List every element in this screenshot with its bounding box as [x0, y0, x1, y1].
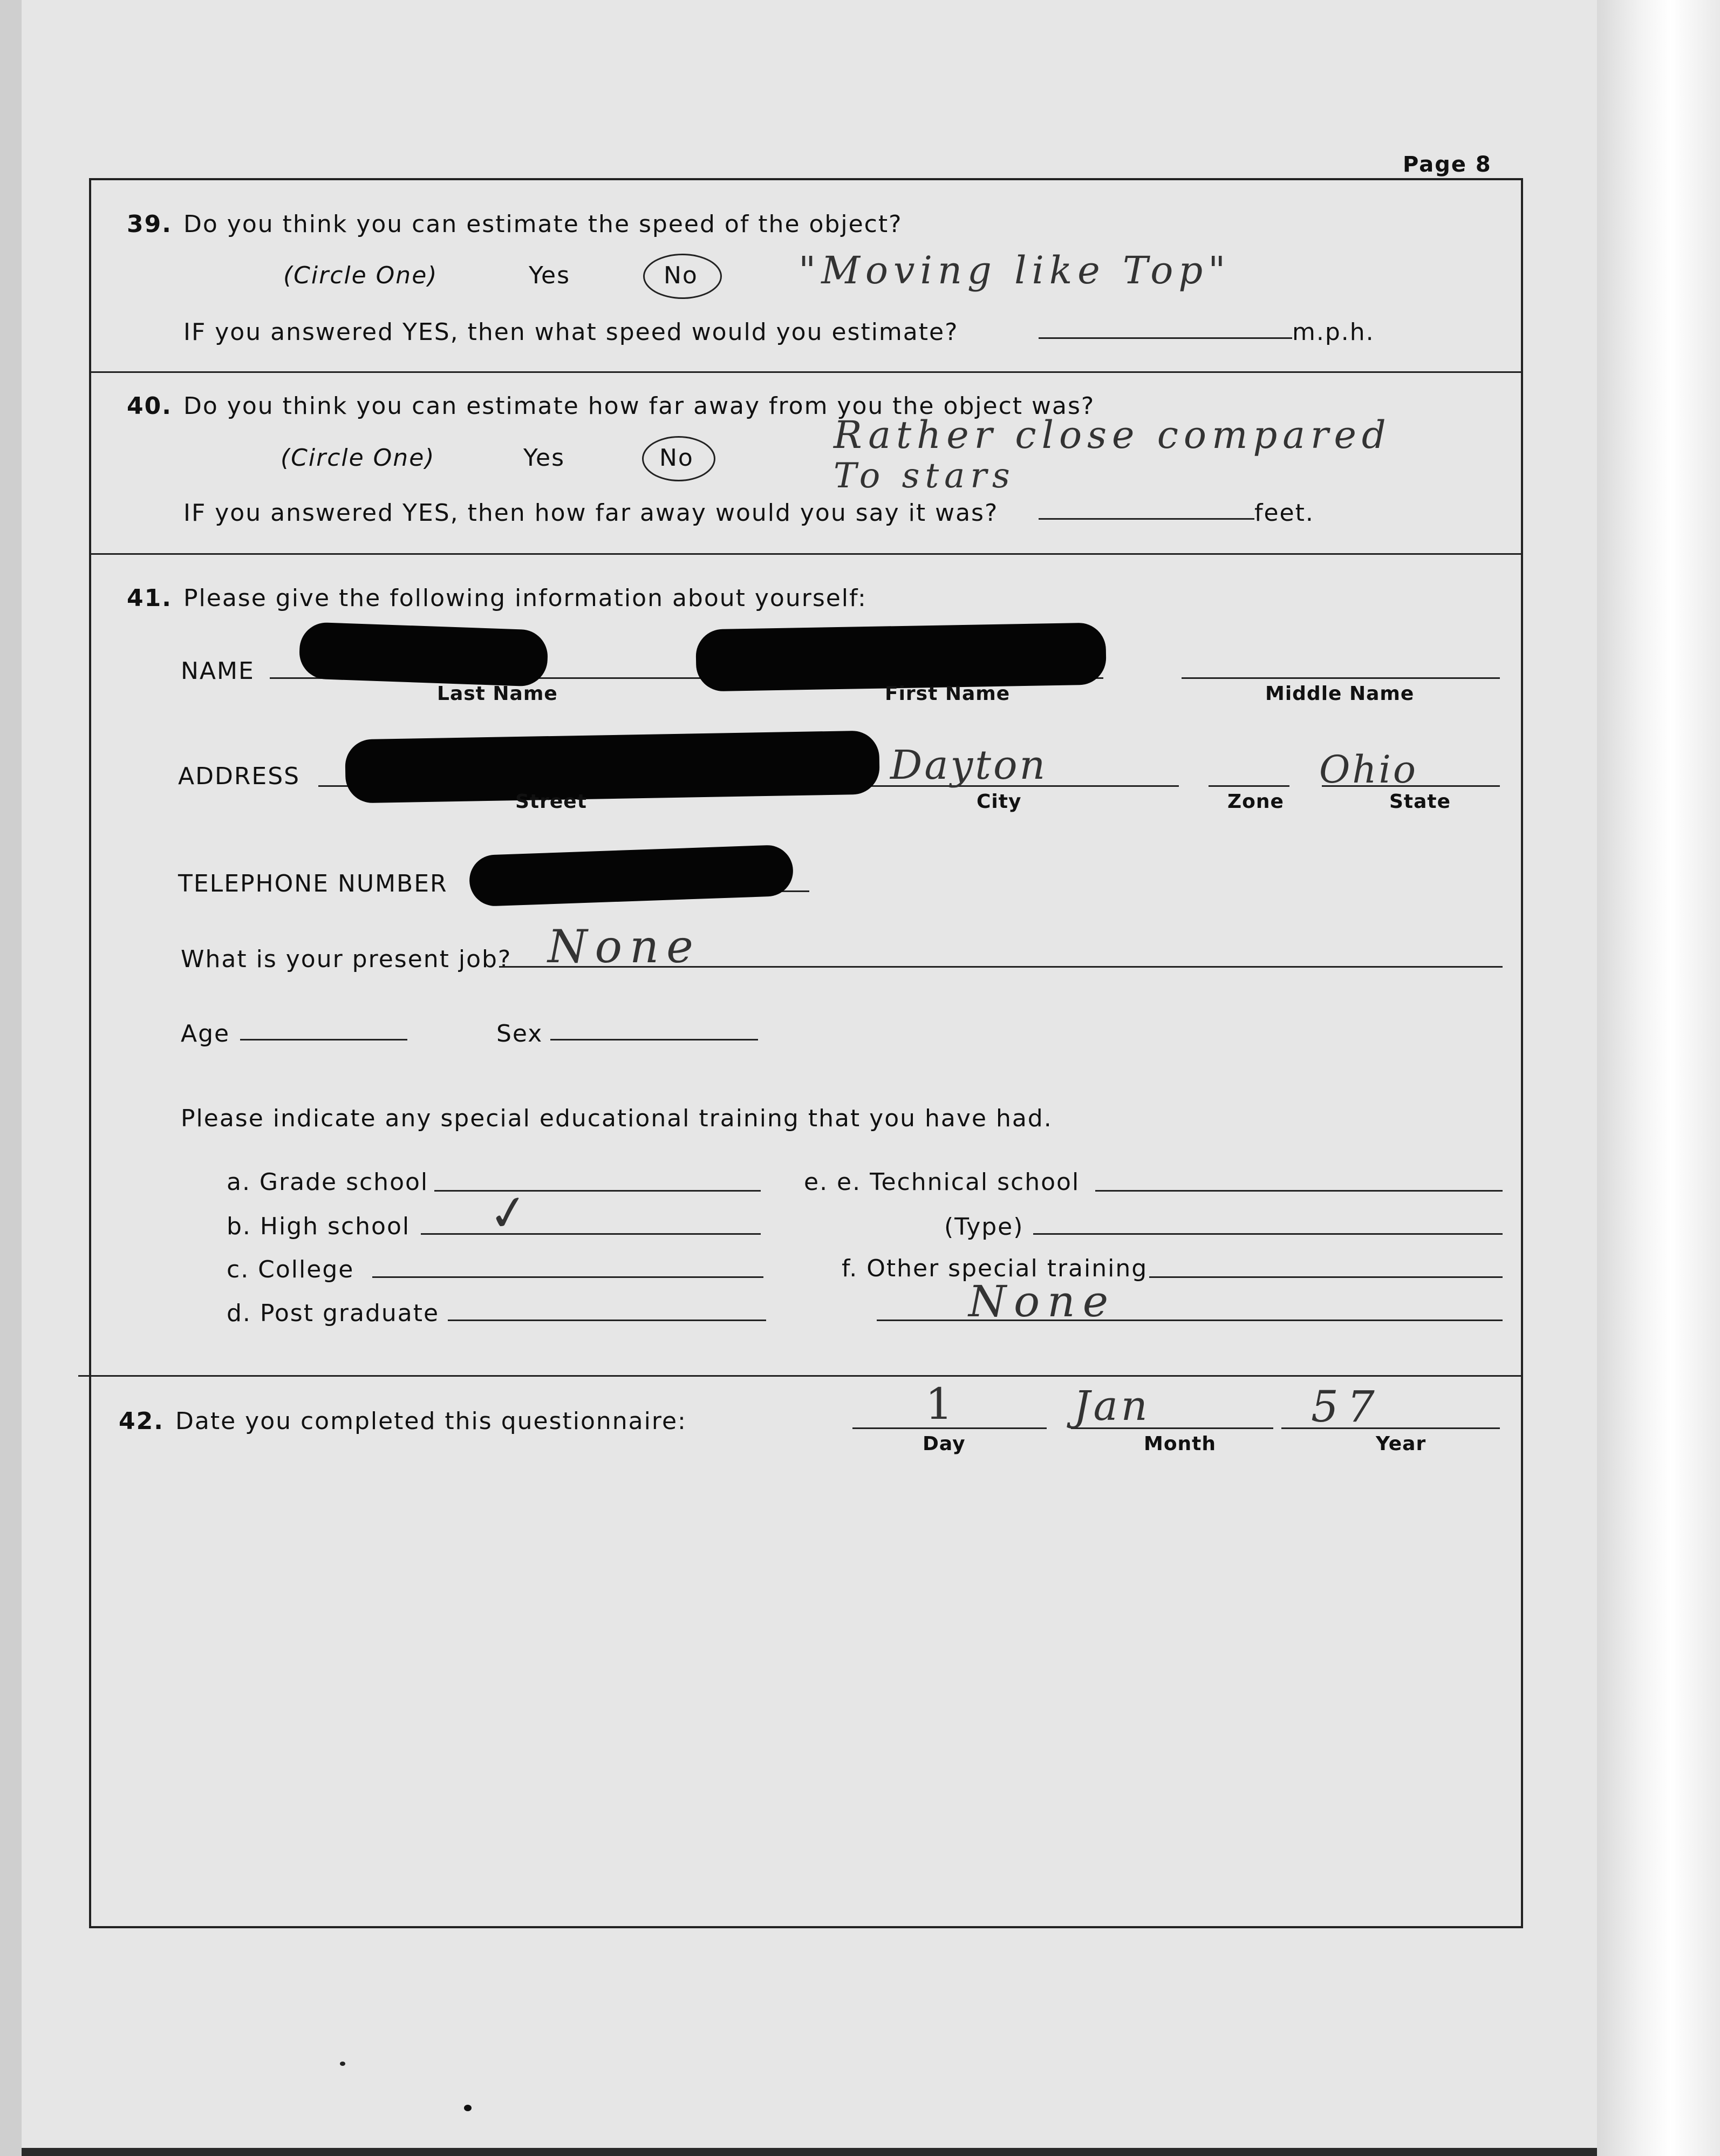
- high-school-label: b. High school: [227, 1213, 411, 1240]
- grade-school-label: a. Grade school: [227, 1168, 429, 1196]
- q39-no-option[interactable]: No: [664, 262, 698, 289]
- q40-no-option[interactable]: No: [659, 444, 694, 472]
- q39-number: 39.: [127, 210, 172, 238]
- q39-yes-option[interactable]: Yes: [529, 262, 571, 289]
- high-school-check-mark: ✓: [484, 1181, 538, 1244]
- technical-type-label: (Type): [944, 1213, 1024, 1241]
- redaction-street: [345, 730, 880, 803]
- technical-school-label: e. e. Technical school: [804, 1168, 1080, 1196]
- scan-right-edge: [1597, 0, 1720, 2156]
- divider-39-40: [89, 371, 1521, 373]
- q39-circle-one: (Circle One): [283, 262, 438, 289]
- divider-41-42: [78, 1375, 1521, 1377]
- q41-prompt: Please give the following information about yourself:: [183, 584, 867, 612]
- q39-followup: IF you answered YES, then what speed would you estimate?: [183, 318, 959, 346]
- telephone-label: TELEPHONE NUMBER: [178, 870, 448, 897]
- age-field[interactable]: [240, 1039, 407, 1040]
- age-label: Age: [181, 1020, 230, 1048]
- city-value: Dayton: [890, 742, 1048, 788]
- q39-speed-field[interactable]: [1039, 337, 1292, 339]
- state-value: Ohio: [1319, 747, 1418, 792]
- sex-label: Sex: [496, 1020, 543, 1048]
- last-name-caption: Last Name: [437, 683, 558, 705]
- year-caption: Year: [1376, 1433, 1426, 1455]
- q41-number: 41.: [127, 584, 172, 612]
- scan-speck: [464, 2105, 472, 2111]
- q39-handwritten-answer: "Moving like Top": [798, 248, 1231, 293]
- q40-distance-field[interactable]: [1039, 518, 1254, 520]
- grade-school-field[interactable]: [434, 1190, 761, 1192]
- high-school-field[interactable]: [421, 1233, 761, 1235]
- divider-40-41: [89, 553, 1521, 555]
- post-graduate-label: d. Post graduate: [227, 1300, 440, 1327]
- college-field[interactable]: [372, 1276, 763, 1278]
- job-value: None: [548, 920, 701, 973]
- other-training-value: None: [968, 1276, 1116, 1327]
- address-label: ADDRESS: [178, 763, 301, 790]
- middle-name-caption: Middle Name: [1265, 683, 1415, 705]
- job-label: What is your present job?: [181, 946, 512, 973]
- page-label: Page 8: [1403, 152, 1492, 177]
- first-name-caption: First Name: [885, 683, 1011, 705]
- name-label: NAME: [181, 657, 255, 685]
- zone-field[interactable]: [1209, 785, 1289, 787]
- sex-field[interactable]: [550, 1039, 758, 1040]
- q40-unit: feet.: [1254, 499, 1314, 527]
- redaction-first-name: [695, 622, 1107, 691]
- redaction-last-name: [298, 622, 548, 687]
- technical-type-field[interactable]: [1033, 1233, 1503, 1235]
- q39-unit: m.p.h.: [1292, 318, 1375, 346]
- q40-handwritten-line2: To stars: [834, 456, 1015, 496]
- q40-question: Do you think you can estimate how far away from you the object was?: [183, 392, 1095, 420]
- street-caption: Street: [515, 791, 587, 813]
- month-value: Jan: [1074, 1382, 1151, 1430]
- year-value: 57: [1311, 1382, 1383, 1432]
- city-caption: City: [977, 791, 1022, 813]
- q42-prompt: Date you completed this questionnaire:: [175, 1407, 687, 1435]
- state-caption: State: [1389, 791, 1451, 813]
- q40-followup: IF you answered YES, then how far away would you say it was?: [183, 499, 999, 527]
- other-training-field[interactable]: [1149, 1276, 1503, 1278]
- scan-left-edge: [0, 0, 22, 2156]
- middle-name-field[interactable]: [1182, 677, 1500, 679]
- q40-number: 40.: [127, 392, 172, 420]
- other-training-label: f. Other special training: [842, 1255, 1148, 1282]
- post-graduate-field[interactable]: [448, 1320, 766, 1321]
- technical-school-field[interactable]: [1095, 1190, 1503, 1192]
- q40-handwritten-line1: Rather close compared: [834, 413, 1391, 457]
- scan-speck: [340, 2062, 345, 2066]
- month-caption: Month: [1144, 1433, 1217, 1455]
- zone-caption: Zone: [1227, 791, 1284, 813]
- q39-question: Do you think you can estimate the speed of the object?: [183, 210, 903, 238]
- q40-circle-one: (Circle One): [281, 444, 435, 472]
- day-caption: Day: [923, 1433, 966, 1455]
- college-label: c. College: [227, 1256, 354, 1283]
- day-value: 1: [925, 1379, 958, 1429]
- training-prompt: Please indicate any special educational training that you have had.: [181, 1105, 1053, 1132]
- q42-number: 42.: [119, 1407, 164, 1435]
- q40-yes-option[interactable]: Yes: [523, 444, 565, 472]
